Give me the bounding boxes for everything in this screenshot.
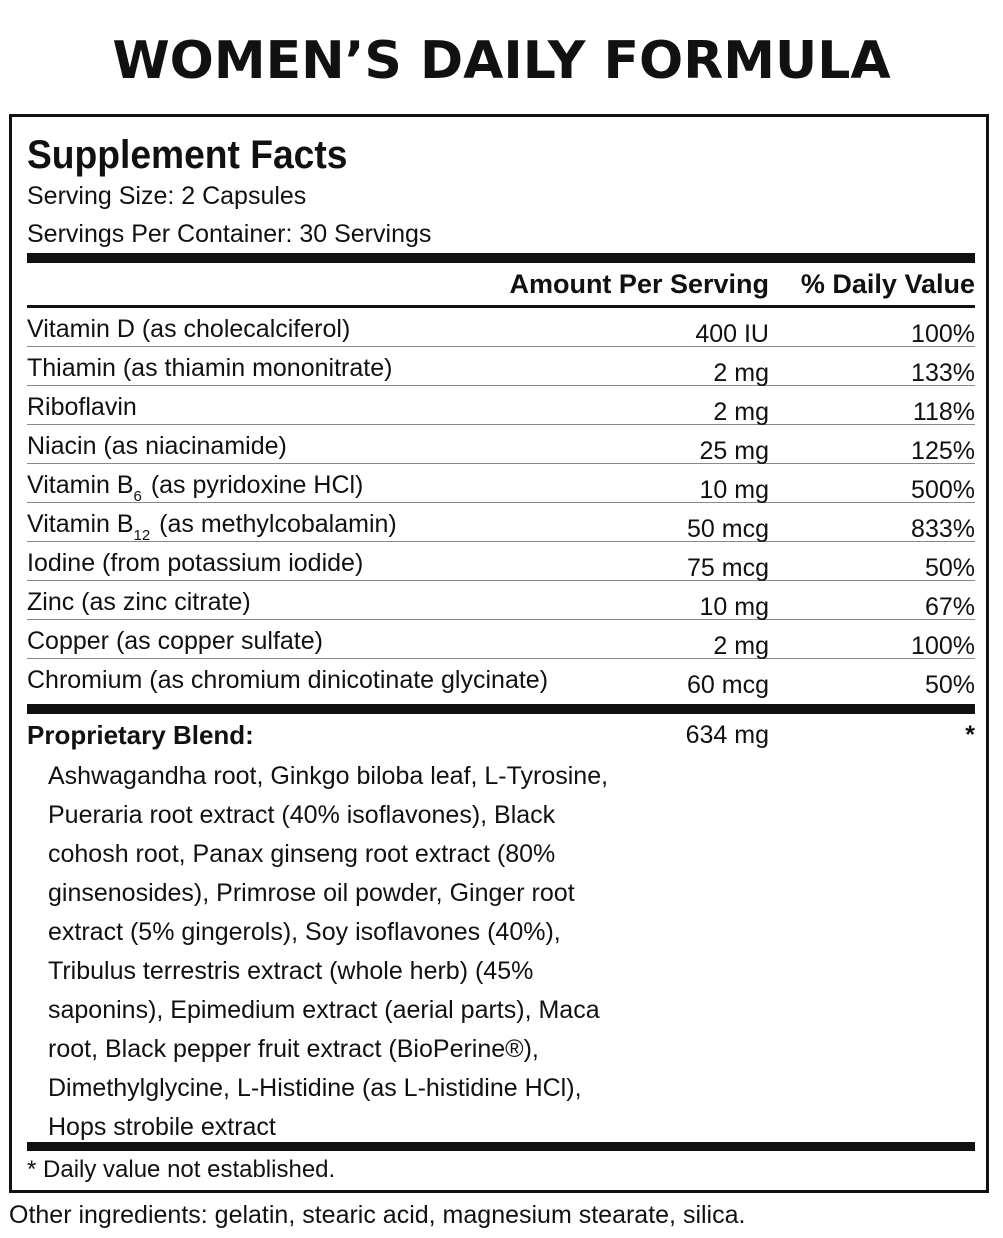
nutrient-name: Iodine (from potassium iodide) [27,549,364,577]
nutrient-row [27,659,975,698]
nutrient-daily-value: 133% [911,359,975,387]
nutrient-row [27,542,975,581]
proprietary-blend-label: Proprietary Blend: [27,720,254,750]
nutrient-daily-value: 67% [924,593,975,621]
nutrient-row [27,425,975,464]
nutrient-daily-value: 500% [911,476,975,504]
nutrient-amount: 10 mg [699,593,769,621]
ingredient-line: saponins), Epimedium extract (aerial parts), Maca [48,996,600,1024]
nutrient-amount: 60 mcg [687,671,769,699]
nutrient-amount: 10 mg [699,476,769,504]
divider-bar [27,704,975,714]
other-ingredients: Other ingredients: gelatin, stearic acid, magnesium stearate, silica. [9,1201,746,1229]
nutrient-name: Riboflavin [27,393,137,421]
nutrient-row [27,464,975,503]
nutrient-daily-value: 50% [924,554,975,582]
nutrient-amount: 2 mg [713,398,769,426]
column-header-amount: Amount Per Serving [509,269,769,299]
nutrient-daily-value: 118% [912,398,975,426]
proprietary-blend-daily-value: * [965,721,975,749]
nutrient-amount: 2 mg [713,359,769,387]
nutrient-row [27,581,975,620]
nutrient-daily-value: 100% [911,320,975,348]
footnote: * Daily value not established. [27,1156,336,1183]
nutrient-table [27,308,975,698]
nutrient-name-subscript: 6 [133,488,142,505]
ingredient-line: cohosh root, Panax ginseng root extract (80% [48,840,556,868]
nutrient-amount: 400 IU [695,320,769,348]
ingredient-line: Dimethylglycine, L-Histidine (as L-histidine HCl), [48,1074,582,1102]
ingredient-line: Ashwagandha root, Ginkgo biloba leaf, L-Tyrosine, [48,762,609,790]
nutrient-name [27,509,397,543]
ingredient-line: Pueraria root extract (40% isoflavones), Black [48,801,556,829]
nutrient-amount: 50 mcg [687,515,769,543]
nutrient-daily-value: 100% [911,632,975,660]
nutrient-daily-value: 833% [911,515,975,543]
nutrient-row [27,347,975,386]
nutrient-amount: 2 mg [713,632,769,660]
nutrient-name [27,470,363,504]
product-title: WOMEN’S DAILY FORMULA [112,31,891,91]
ingredient-line: Tribulus terrestris extract (whole herb) (45% [48,957,534,985]
nutrient-name: Chromium (as chromium dinicotinate glycinate) [27,666,549,694]
nutrient-row [27,386,975,425]
serving-size: Serving Size: 2 Capsules [27,182,307,210]
divider-bar [27,1142,975,1151]
nutrient-daily-value: 125% [911,437,975,465]
nutrient-name: Thiamin (as thiamin mononitrate) [27,354,393,382]
nutrient-amount: 25 mg [699,437,769,465]
nutrient-row [27,620,975,659]
nutrient-name-subscript: 12 [133,527,151,544]
nutrient-name-prefix: Vitamin B [27,510,134,538]
ingredient-line: root, Black pepper fruit extract (BioPerine®), [48,1035,539,1063]
nutrient-amount: 75 mcg [687,554,769,582]
servings-per-container: Servings Per Container: 30 Servings [27,220,432,248]
nutrient-name: Vitamin D (as cholecalciferol) [27,315,351,343]
nutrient-row [27,308,975,347]
facts-heading: Supplement Facts [27,133,348,177]
nutrient-daily-value: 50% [924,671,975,699]
nutrient-row [27,503,975,542]
nutrient-name: Copper (as copper sulfate) [27,627,323,655]
nutrient-name: Niacin (as niacinamide) [27,432,287,460]
column-header-daily-value: % Daily Value [800,269,975,299]
proprietary-blend-ingredients [48,757,668,1147]
ingredient-line: ginsenosides), Primrose oil powder, Ginger root [48,879,575,907]
ingredient-line: Hops strobile extract [48,1113,276,1141]
proprietary-blend-amount: 634 mg [685,721,769,749]
ingredient-line: extract (5% gingerols), Soy isoflavones (40%), [48,918,561,946]
nutrient-name-suffix: (as methylcobalamin) [152,510,397,538]
nutrient-name-prefix: Vitamin B [27,471,134,499]
nutrient-name-suffix: (as pyridoxine HCl) [143,471,364,499]
nutrient-name: Zinc (as zinc citrate) [27,588,251,616]
divider-bar [27,253,975,263]
supplement-facts-panel [9,114,989,1193]
